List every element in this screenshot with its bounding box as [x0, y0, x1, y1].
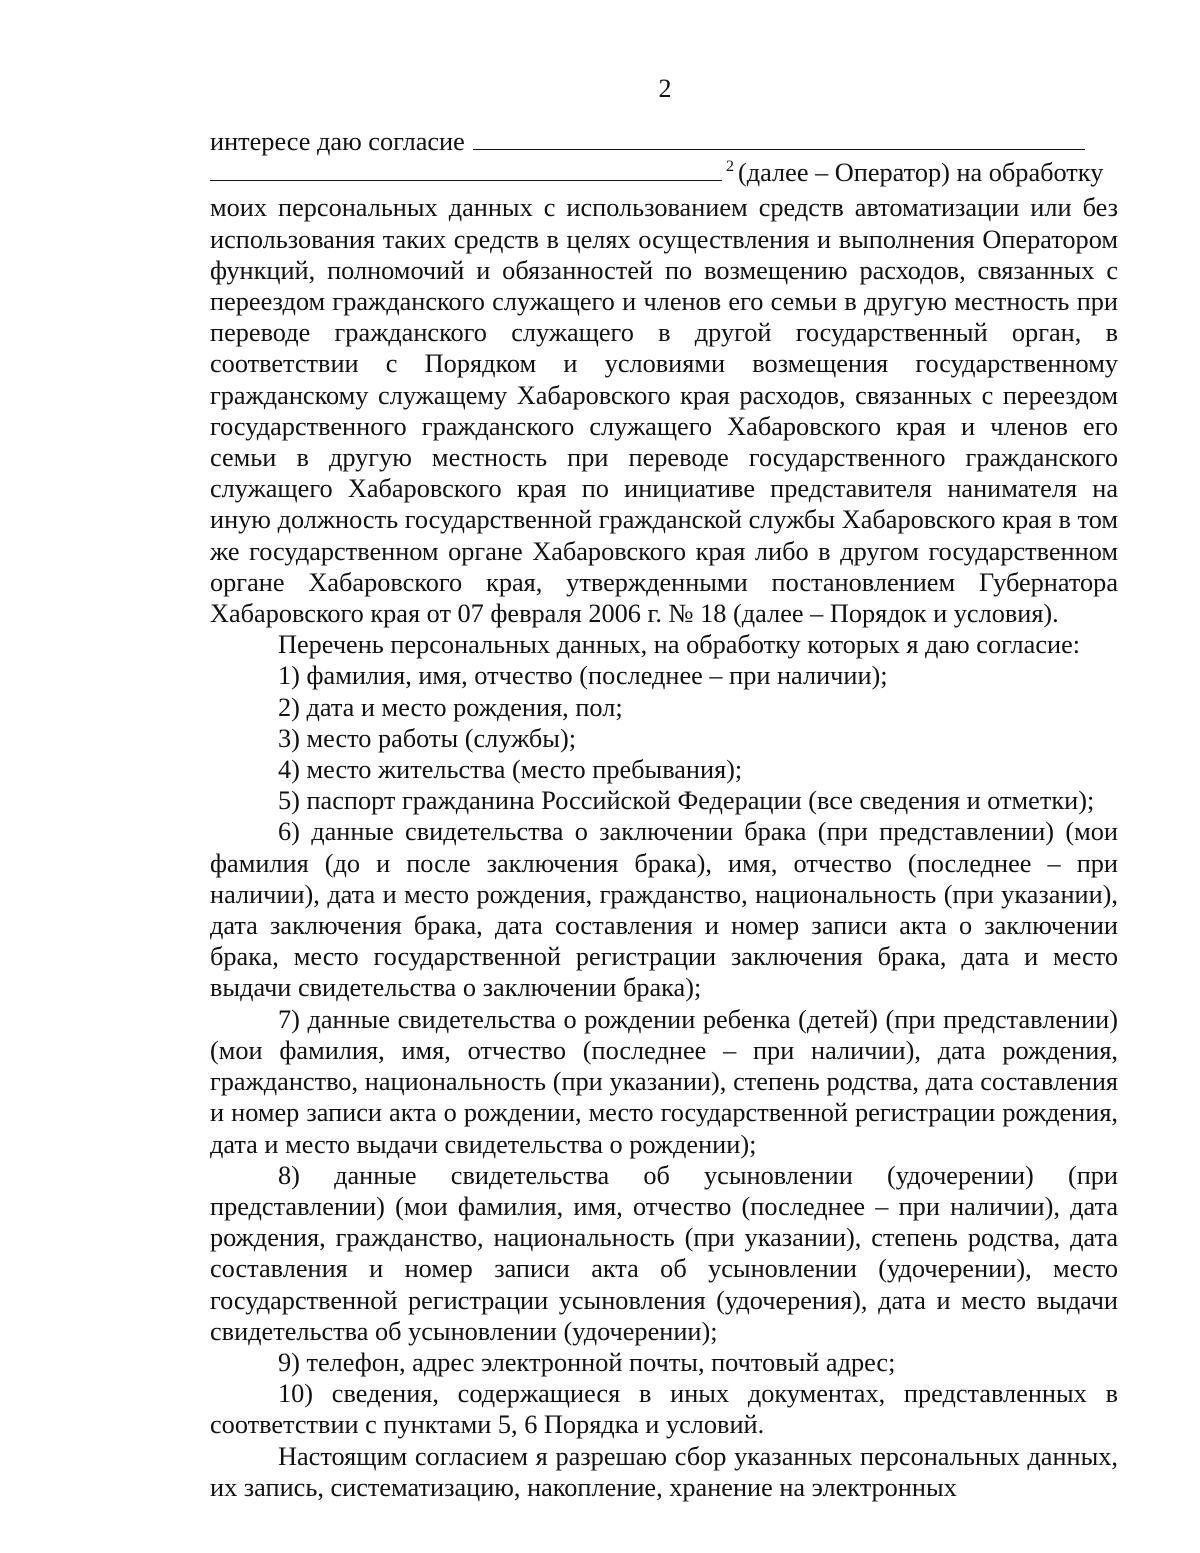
list-item: 6) данные свидетельства о заключении брака (при представлении) (мои фамилия (до и после заключения брака), имя, отчество (последнее – при наличии), дата и место рождения, гражданство, национальность (при указании), дата заключения брака, дата составления и номер записи акта о заключении брака, место государственной регистрации заключения брака, дата и место выдачи свидетельства о заключении брака); [210, 817, 1118, 1003]
operator-name-blank-continued [210, 158, 722, 181]
list-item: 8) данные свидетельства об усыновлении (удочерении) (при представлении) (мои фамилия, имя, отчество (последнее – при наличии), дата рождения, гражданство, национальность (при указании), степень родства, дата составления и номер записи акта об усыновлении (удочерении), место государственной регистрации усыновления (удочерения), дата и место выдачи свидетельства об усыновлении (удочерении); [210, 1160, 1118, 1346]
list-intro: Перечень персональных данных, на обработку которых я даю согласие: [278, 630, 1081, 660]
operator-name-blank [473, 127, 1085, 150]
list-item: 5) паспорт гражданина Российской Федерации (все сведения и отметки); [278, 786, 1095, 816]
page-number: 2 [658, 74, 672, 103]
closing-paragraph: Настоящим согласием я разрешаю сбор указанных персональных данных, их запись, систематизацию, накопление, хранение на электронных [210, 1441, 1118, 1502]
list-item: 1) фамилия, имя, отчество (последнее – при наличии); [278, 661, 888, 691]
footnote-mark: 2 [726, 158, 734, 176]
consent-line-1 [210, 126, 1118, 157]
consent-prefix: интересе даю согласие [210, 127, 465, 156]
consent-line-2-tail: (далее – Оператор) на обработку [738, 158, 1104, 188]
list-item: 7) данные свидетельства о рождении ребенка (детей) (при представлении) (мои фамилия, имя, отчество (последнее – при наличии), дата рождения, гражданство, национальность (при указании), степень родства, дата составления и номер записи акта о рождении, место государственной регистрации рождения, дата и место выдачи свидетельства о рождении); [210, 1004, 1118, 1159]
list-item: 2) дата и место рождения, пол; [278, 692, 623, 722]
consent-body-paragraph: моих персональных данных с использованием средств автоматизации или без использования таких средств в целях осуществления и выполнения Оператором функций, полномочий и обязанностей по возмещению расходов, связанных с переездом гражданского служащего и членов его семьи в другую местность при переводе гражданского служащего в другой государственный орган, в соответствии с Порядком и условиями возмещения государственному гражданскому служащему Хабаровского края расходов, связанных с переездом государственного гражданского служащего Хабаровского края и членов его семьи в другую местность при переводе государственного гражданского служащего Хабаровского края по инициативе представителя нанимателя на иную должность государственной гражданской службы Хабаровского края в том же государственном органе Хабаровского края либо в другом государственном органе Хабаровского края, утвержденными постановлением Губернатора Хабаровского края от 07 февраля 2006 г. № 18 (далее – Порядок и условия). [210, 193, 1118, 629]
list-item: 10) сведения, содержащиеся в иных документах, представленных в соответствии с пунктами 5, 6 Порядка и условий. [210, 1379, 1118, 1440]
consent-line-2 [210, 157, 1118, 192]
document-body [210, 126, 1118, 1503]
list-item: 4) место жительства (место пребывания); [278, 755, 743, 785]
list-item: 9) телефон, адрес электронной почты, почтовый адрес; [278, 1347, 896, 1377]
list-item: 3) место работы (службы); [278, 723, 577, 753]
